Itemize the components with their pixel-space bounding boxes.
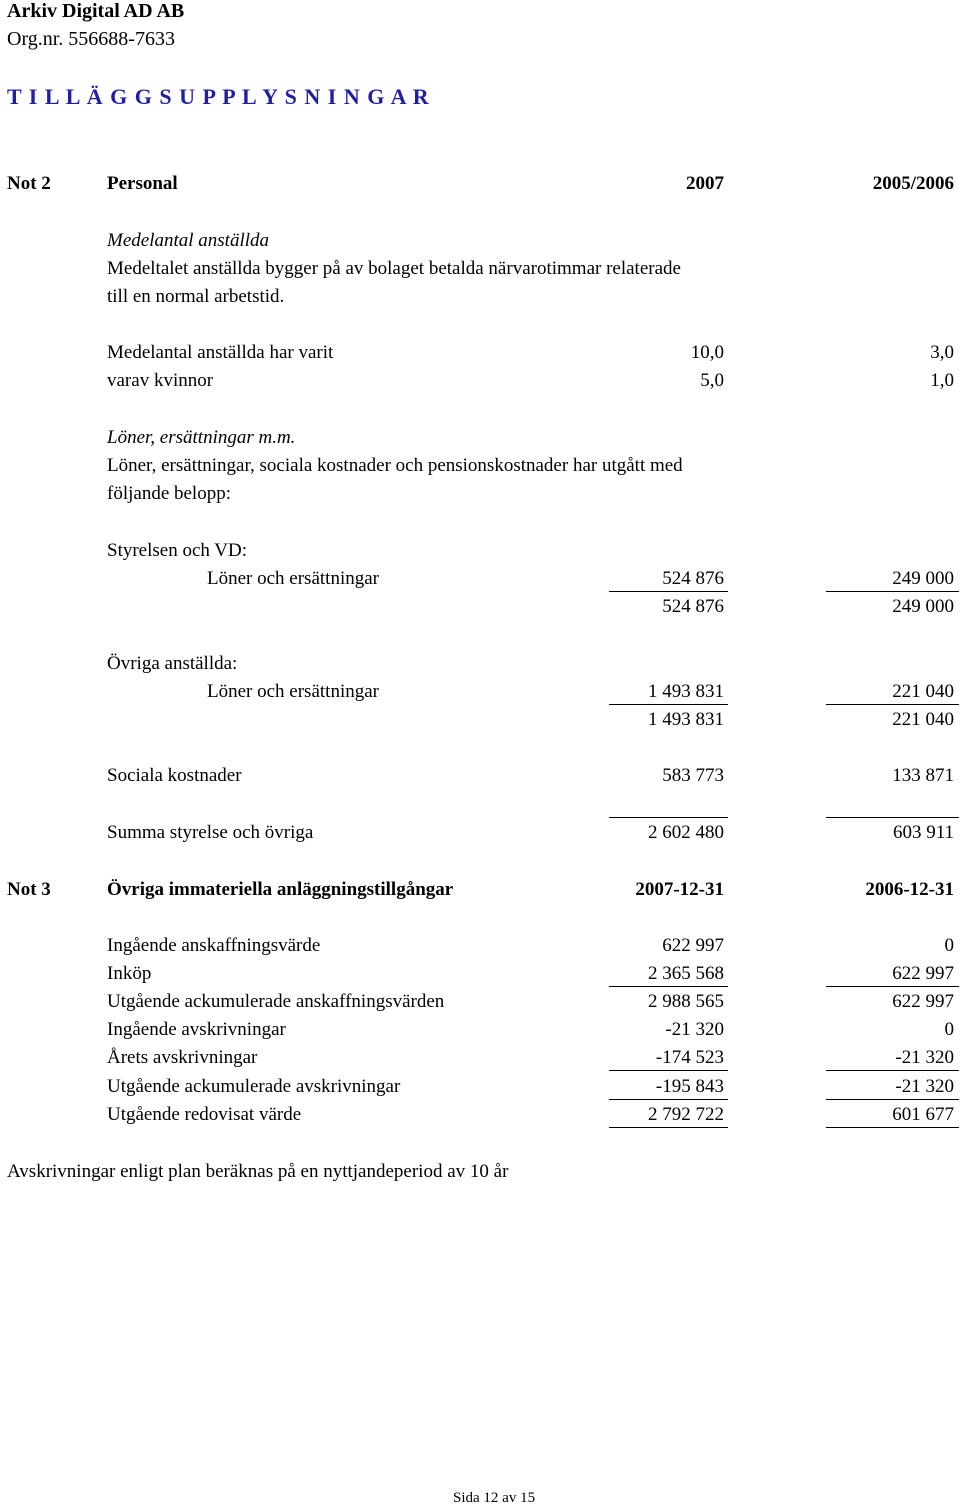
- avg-employees-text-1: Medeltalet anställda bygger på av bolaget betalda närvarotimmar relaterade: [107, 258, 681, 279]
- note2-col1-header: 2007: [686, 173, 724, 194]
- table-row-value-2007: -174 523: [655, 1047, 724, 1068]
- table-row-value-2007: -21 320: [665, 1019, 724, 1040]
- note3-label: Not 3: [7, 879, 51, 900]
- divider: [609, 1099, 728, 1100]
- table-row-label: Utgående ackumulerade avskrivningar: [107, 1076, 401, 1097]
- avg-women-label: varav kvinnor: [107, 370, 214, 391]
- divider: [609, 704, 728, 705]
- note3-col1-header: 2007-12-31: [635, 879, 724, 900]
- note3-title: Övriga immateriella anläggningstillgångar: [107, 879, 454, 900]
- table-row-value-2007: 2 792 722: [648, 1104, 724, 1125]
- divider: [609, 1127, 728, 1128]
- divider: [826, 704, 959, 705]
- table-row-value-2006: -21 320: [895, 1047, 954, 1068]
- table-row-label: Ingående anskaffningsvärde: [107, 935, 321, 956]
- salary-text-2: följande belopp:: [107, 483, 231, 504]
- divider: [826, 1127, 959, 1128]
- divider: [609, 817, 728, 818]
- note2-label: Not 2: [7, 173, 51, 194]
- table-row-value-2006: 0: [944, 1019, 954, 1040]
- other-salary-2005: 221 040: [892, 681, 954, 702]
- social-costs-2005: 133 871: [892, 765, 954, 786]
- board-total-2005: 249 000: [892, 596, 954, 617]
- board-salary-label: Löner och ersättningar: [207, 568, 379, 589]
- avg-row-value-2005: 3,0: [930, 342, 954, 363]
- note3-col2-header: 2006-12-31: [865, 879, 954, 900]
- sum-2005: 603 911: [892, 822, 954, 843]
- other-salary-2007: 1 493 831: [648, 681, 724, 702]
- depreciation-footnote: Avskrivningar enligt plan beräknas på en nyttjandeperiod av 10 år: [7, 1161, 509, 1182]
- divider: [609, 591, 728, 592]
- divider: [826, 1070, 959, 1071]
- divider: [609, 1070, 728, 1071]
- table-row-value-2006: 601 677: [892, 1104, 954, 1125]
- table-row-label: Utgående ackumulerade anskaffningsvärden: [107, 991, 445, 1012]
- avg-employees-text-2: till en normal arbetstid.: [107, 286, 285, 307]
- divider: [609, 986, 728, 987]
- other-salary-label: Löner och ersättningar: [207, 681, 379, 702]
- board-salary-2005: 249 000: [892, 568, 954, 589]
- board-label: Styrelsen och VD:: [107, 540, 248, 561]
- table-row-value-2006: -21 320: [895, 1076, 954, 1097]
- salary-text-1: Löner, ersättningar, sociala kostnader och pensionskostnader har utgått med: [107, 455, 683, 476]
- page-number: Sida 12 av 15: [453, 1490, 536, 1506]
- note2-title: Personal: [107, 173, 178, 194]
- avg-women-value-2005: 1,0: [930, 370, 954, 391]
- org-number: Org.nr. 556688-7633: [7, 28, 175, 50]
- page-title: T I L L Ä G G S U P P L Y S N I N G A R: [7, 84, 430, 109]
- other-total-2007: 1 493 831: [648, 709, 724, 730]
- table-row-value-2007: 2 365 568: [648, 963, 724, 984]
- table-row-label: Ingående avskrivningar: [107, 1019, 286, 1040]
- other-total-2005: 221 040: [892, 709, 954, 730]
- avg-row-value-2007: 10,0: [690, 342, 724, 363]
- table-row-value-2007: 622 997: [662, 935, 724, 956]
- avg-row-label: Medelantal anställda har varit: [107, 342, 334, 363]
- salary-heading: Löner, ersättningar m.m.: [107, 427, 296, 448]
- table-row-value-2006: 622 997: [892, 963, 954, 984]
- note2-col2-header: 2005/2006: [872, 173, 954, 194]
- table-row-value-2006: 622 997: [892, 991, 954, 1012]
- board-total-2007: 524 876: [662, 596, 724, 617]
- divider: [826, 591, 959, 592]
- sum-label: Summa styrelse och övriga: [107, 822, 314, 843]
- table-row-value-2007: -195 843: [655, 1076, 724, 1097]
- table-row-label: Årets avskrivningar: [107, 1047, 258, 1068]
- other-employees-label: Övriga anställda:: [107, 653, 238, 674]
- table-row-value-2006: 0: [944, 935, 954, 956]
- divider: [826, 986, 959, 987]
- company-name: Arkiv Digital AD AB: [7, 0, 185, 22]
- board-salary-2007: 524 876: [662, 568, 724, 589]
- avg-employees-heading: Medelantal anställda: [107, 230, 270, 251]
- table-row-value-2007: 2 988 565: [648, 991, 724, 1012]
- table-row-label: Inköp: [107, 963, 152, 984]
- divider: [826, 1099, 959, 1100]
- divider: [826, 817, 959, 818]
- social-costs-label: Sociala kostnader: [107, 765, 242, 786]
- sum-2007: 2 602 480: [648, 822, 724, 843]
- social-costs-2007: 583 773: [662, 765, 724, 786]
- table-row-label: Utgående redovisat värde: [107, 1104, 302, 1125]
- avg-women-value-2007: 5,0: [700, 370, 724, 391]
